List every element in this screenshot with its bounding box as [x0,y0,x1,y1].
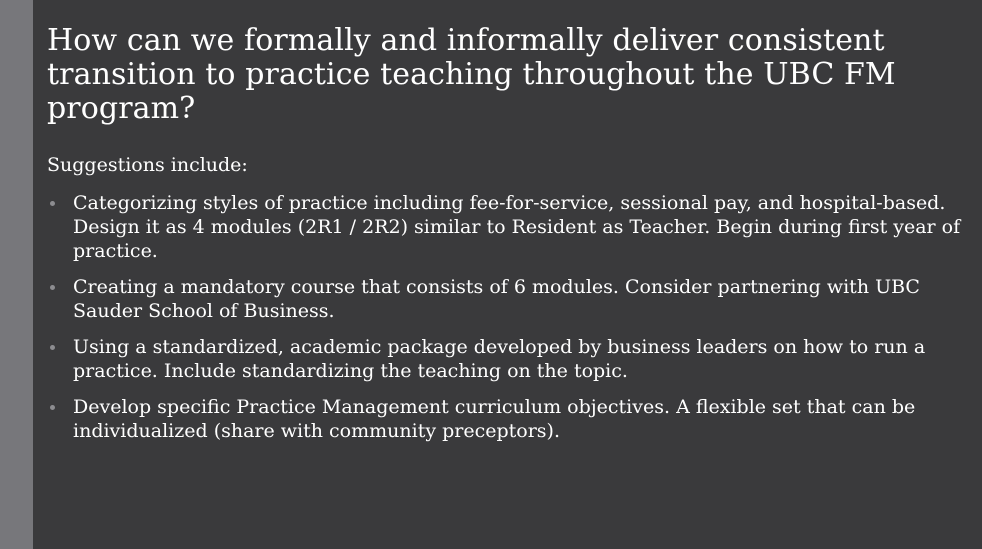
list-item-text: Creating a mandatory course that consists of 6 modules. Consider partnering with UBC Sauder School of Business. [73,276,920,322]
side-accent-bar [0,0,33,549]
suggestion-list [47,191,972,443]
list-item [47,275,972,323]
list-item [47,395,972,443]
slide-content [47,24,972,455]
list-item [47,335,972,383]
list-item [47,191,972,263]
bullet-icon [50,285,55,290]
bullet-icon [50,405,55,410]
bullet-icon [50,201,55,206]
list-item-text: Develop specific Practice Management curriculum objectives. A flexible set that can be individualized (share with community preceptors). [73,396,916,442]
slide-title: How can we formally and informally deliver consistent transition to practice teaching throughout the UBC FM program? [47,23,896,126]
list-item-text: Categorizing styles of practice including fee-for-service, sessional pay, and hospital-based. Design it as 4 modules (2R1 / 2R2) similar to Resident as Teacher. Begin during first year of practice. [73,192,961,262]
bullet-icon [50,345,55,350]
list-item-text: Using a standardized, academic package developed by business leaders on how to run a practice. Include standardizing the teaching on the topic. [73,336,926,382]
intro-text: Suggestions include: [47,154,248,176]
